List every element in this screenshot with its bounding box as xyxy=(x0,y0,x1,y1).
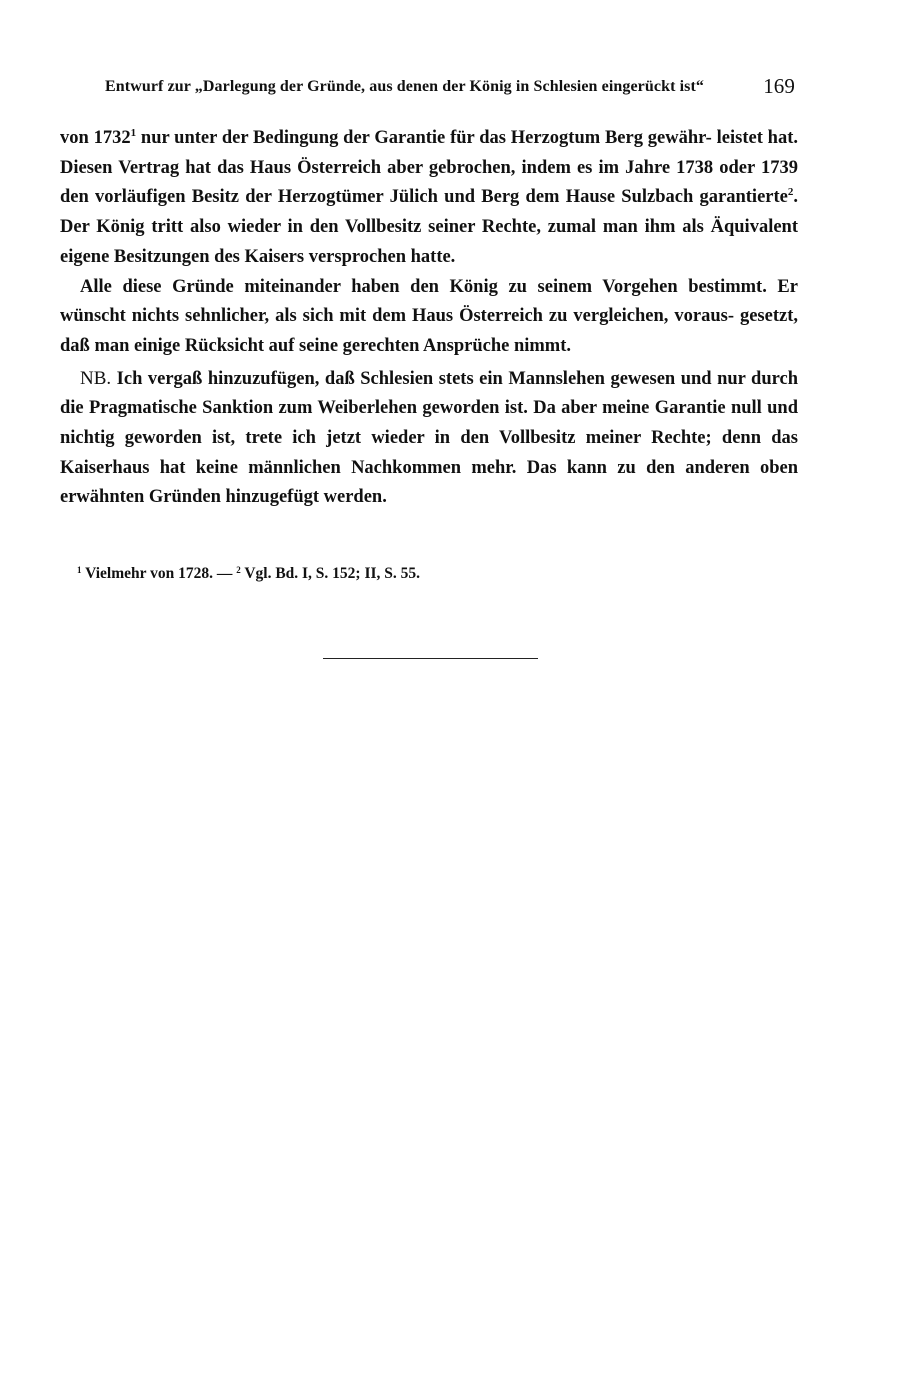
paragraph-1 xyxy=(60,124,798,273)
paragraph-2-text: Alle diese Gründe miteinander haben den König zu seinem Vorgehen bestimmt. Er wünscht nichts sehnlicher, als sich mit dem Haus Österreich zu vergleichen, voraus- gesetzt, daß man einige Rücksicht auf seine gerechten Ansprüche nimmt. xyxy=(60,276,798,356)
footnote-2-text: Vgl. Bd. I, S. 152; II, S. 55. xyxy=(240,565,421,582)
page-number: 169 xyxy=(763,74,795,98)
footnote-1-text: Vielmehr von 1728. — xyxy=(81,565,237,582)
footnotes xyxy=(77,563,797,585)
running-head xyxy=(105,74,795,104)
paragraph-nb-text: Ich vergaß hinzuzufügen, daß Schlesien stets ein Mannslehen gewesen und nur durch die Pragmatische Sanktion zum Weiberlehen geworden ist. Da aber meine Garantie null und nichtig geworden ist, trete ich jetzt wieder in den Vollbesitz meiner Rechte; denn das Kaiserhaus hat keine männlichen Nachkommen mehr. Das kann zu den anderen oben erwähnten Gründen hinzugefügt werden. xyxy=(60,368,798,508)
section-end-rule xyxy=(323,658,538,659)
paragraph-1-text-a: von 1732 xyxy=(60,128,131,148)
footnote-ref-2: 2 xyxy=(787,186,794,199)
footnote-2-marker: 2 xyxy=(236,565,241,575)
footnote-1-marker: 1 xyxy=(77,565,82,575)
paragraph-1-text-c: . Der König tritt also wieder in den Vollbesitz seiner Rechte, zumal man ihm als Äquivalent eigene Besitzungen des Kaisers versprochen hatte. xyxy=(60,187,798,267)
body-text xyxy=(60,124,798,513)
paragraph-2 xyxy=(60,273,798,362)
footnote-ref-1: 1 xyxy=(130,127,137,139)
running-title: Entwurf zur „Darlegung der Gründe, aus denen der König in Schlesien eingerückt ist“ xyxy=(105,78,705,95)
paragraph-1-text-b: nur unter der Bedingung der Garantie für das Herzogtum Berg gewähr- leistet hat. Diesen Vertrag hat das Haus Österreich aber gebrochen, indem es im Jahre 1738 oder 1739 den vorläufigen Besitz der Herzogtümer Jülich und Berg dem Hause Sulzbach garantierte xyxy=(60,128,798,208)
paragraph-nb xyxy=(60,364,798,514)
nb-label: NB. xyxy=(80,367,112,389)
